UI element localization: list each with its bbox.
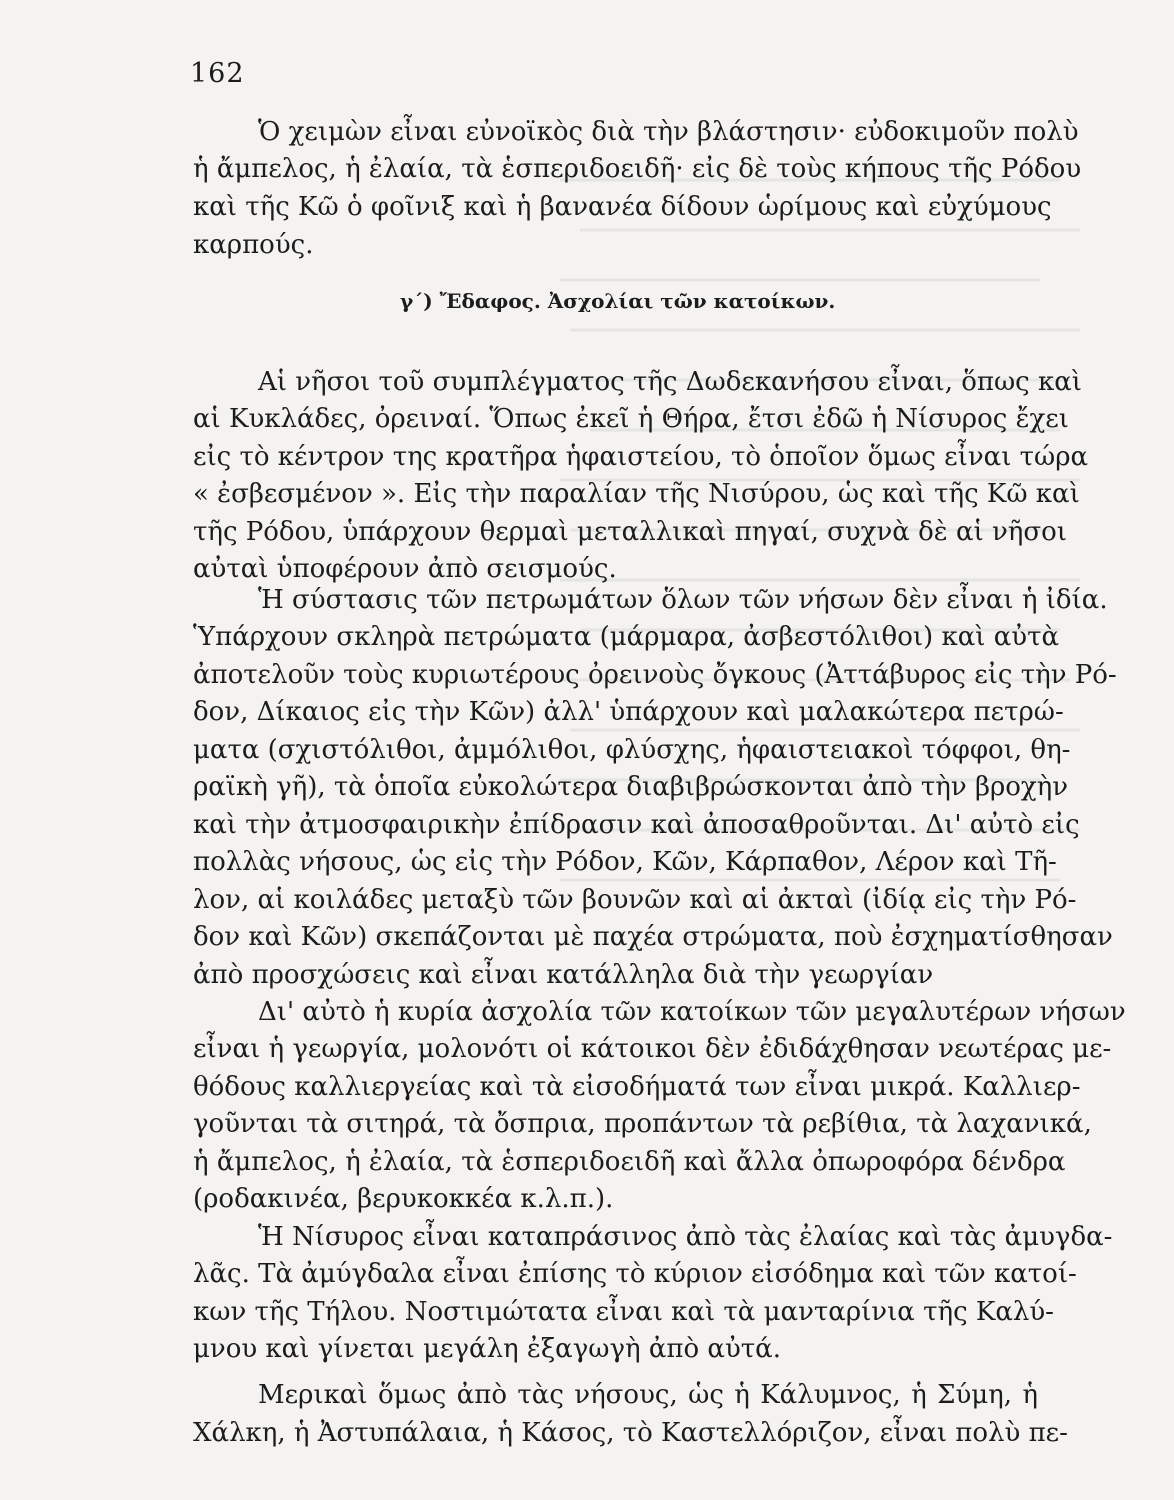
text-line: ἡ ἄμπελος, ἡ ἐλαία, τὰ ἑσπεριδοειδῆ· εἰς δὲ τοὺς κήπους τῆς Ρόδου	[193, 154, 1082, 184]
text-line: Ἡ Νίσυρος εἶναι καταπράσινος ἀπὸ τὰς ἐλαίας καὶ τὰς ἀμυγδα-	[258, 1222, 1113, 1252]
text-line: ἡ ἄμπελος, ἡ ἐλαία, τὰ ἑσπεριδοειδῆ καὶ ἄλλα ὀπωροφόρα δένδρα	[193, 1147, 1066, 1177]
text-line: καρπούς.	[193, 230, 314, 260]
section-heading: γ΄) Ἔδαφος. Ἀσχολίαι τῶν κατοίκων.	[400, 289, 836, 313]
text-line: Αἱ νῆσοι τοῦ συμπλέγματος τῆς Δωδεκανήσου εἶναι, ὅπως καὶ	[258, 367, 1083, 397]
text-line: δον καὶ Κῶν) σκεπάζονται μὲ παχέα στρώματα, ποὺ ἐσχηματίσθησαν	[193, 922, 1113, 952]
text-line: αὐταὶ ὑποφέρουν ἀπὸ σεισμούς.	[193, 554, 617, 584]
text-line: Ἡ σύστασις τῶν πετρωμάτων ὅλων τῶν νήσων δὲν εἶναι ἡ ἰδία.	[258, 585, 1108, 615]
text-line: καὶ τῆς Κῶ ὁ φοῖνιξ καὶ ἡ βανανέα δίδουν ὡρίμους καὶ εὐχύμους	[193, 192, 1052, 222]
page-number: 162	[190, 58, 245, 89]
text-line: θόδους καλλιεργείας καὶ τὰ εἰσοδήματά των εἶναι μικρά. Καλλιερ-	[193, 1072, 1081, 1102]
text-line: πολλὰς νήσους, ὡς εἰς τὴν Ρόδον, Κῶν, Κάρπαθον, Λέρον καὶ Τῆ-	[193, 847, 1057, 877]
text-line: « ἐσβεσμένον ». Εἰς τὴν παραλίαν τῆς Νισύρου, ὡς καὶ τῆς Κῶ καὶ	[193, 479, 1080, 509]
text-line: γοῦνται τὰ σιτηρά, τὰ ὄσπρια, προπάντων τὰ ρεβίθια, τὰ λαχανικά,	[193, 1109, 1092, 1139]
text-line: Χάλκη, ἡ Ἀστυπάλαια, ἡ Κάσος, τὸ Καστελλόριζον, εἶναι πολὺ πε-	[193, 1418, 1068, 1448]
text-line: ἀπὸ προσχώσεις καὶ εἶναι κατάλληλα διὰ τὴν γεωργίαν	[193, 960, 934, 990]
text-line: (ροδακινέα, βερυκοκκέα κ.λ.π.).	[193, 1184, 614, 1214]
text-line: Μερικαὶ ὅμως ἀπὸ τὰς νήσους, ὡς ἡ Κάλυμνος, ἡ Σύμη, ἡ	[258, 1380, 1038, 1410]
text-line: αἱ Κυκλάδες, ὀρειναί. Ὅπως ἐκεῖ ἡ Θήρα, ἔτσι ἐδῶ ἡ Νίσυρος ἔχει	[193, 404, 1069, 434]
text-line: Ὑπάρχουν σκληρὰ πετρώματα (μάρμαρα, ἀσβεστόλιθοι) καὶ αὐτὰ	[193, 622, 1060, 652]
text-line: καὶ τὴν ἀτμοσφαιρικὴν ἐπίδρασιν καὶ ἀποσαθροῦνται. Δι' αὐτὸ εἰς	[193, 810, 1080, 840]
text-line: τῆς Ρόδου, ὑπάρχουν θερμαὶ μεταλλικαὶ πηγαί, συχνὰ δὲ αἱ νῆσοι	[193, 517, 1067, 547]
text-line: κων τῆς Τήλου. Νοστιμώτατα εἶναι καὶ τὰ μανταρίνια τῆς Καλύ-	[193, 1297, 1054, 1327]
text-line: δον, Δίκαιος εἰς τὴν Κῶν) ἀλλ' ὑπάρχουν καὶ μαλακώτερα πετρώ-	[193, 697, 1064, 727]
text-line: Ὁ χειμὼν εἶναι εὐνοϊκὸς διὰ τὴν βλάστησιν· εὐδοκιμοῦν πολὺ	[258, 117, 1079, 147]
text-line: ματα (σχιστόλιθοι, ἀμμόλιθοι, φλύσχης, ἡφαιστειακοὶ τόφφοι, θη-	[193, 735, 1071, 765]
text-line: μνου καὶ γίνεται μεγάλη ἐξαγωγὴ ἀπὸ αὐτά.	[193, 1334, 781, 1364]
text-line: εἶναι ἡ γεωργία, μολονότι οἱ κάτοικοι δὲν ἐδιδάχθησαν νεωτέρας με-	[193, 1034, 1112, 1064]
text-line: λον, αἱ κοιλάδες μεταξὺ τῶν βουνῶν καὶ αἱ ἀκταὶ (ἰδίᾳ εἰς τὴν Ρό-	[193, 885, 1077, 915]
text-line: ραϊκὴ γῆ), τὰ ὁποῖα εὐκολώτερα διαβιβρώσκονται ἀπὸ τὴν βροχὴν	[193, 772, 1069, 802]
text-line: ἀποτελοῦν τοὺς κυριωτέρους ὀρεινοὺς ὄγκους (Ἀττάβυρος εἰς τὴν Ρό-	[193, 660, 1117, 690]
text-line: Δι' αὐτὸ ἡ κυρία ἀσχολία τῶν κατοίκων τῶν μεγαλυτέρων νήσων	[258, 997, 1126, 1027]
text-line: εἰς τὸ κέντρον της κρατῆρα ἡφαιστείου, τὸ ὁποῖον ὅμως εἶναι τώρα	[193, 442, 1089, 472]
text-line: λᾶς. Τὰ ἀμύγδαλα εἶναι ἐπίσης τὸ κύριον εἰσόδημα καὶ τῶν κατοί-	[193, 1259, 1077, 1289]
